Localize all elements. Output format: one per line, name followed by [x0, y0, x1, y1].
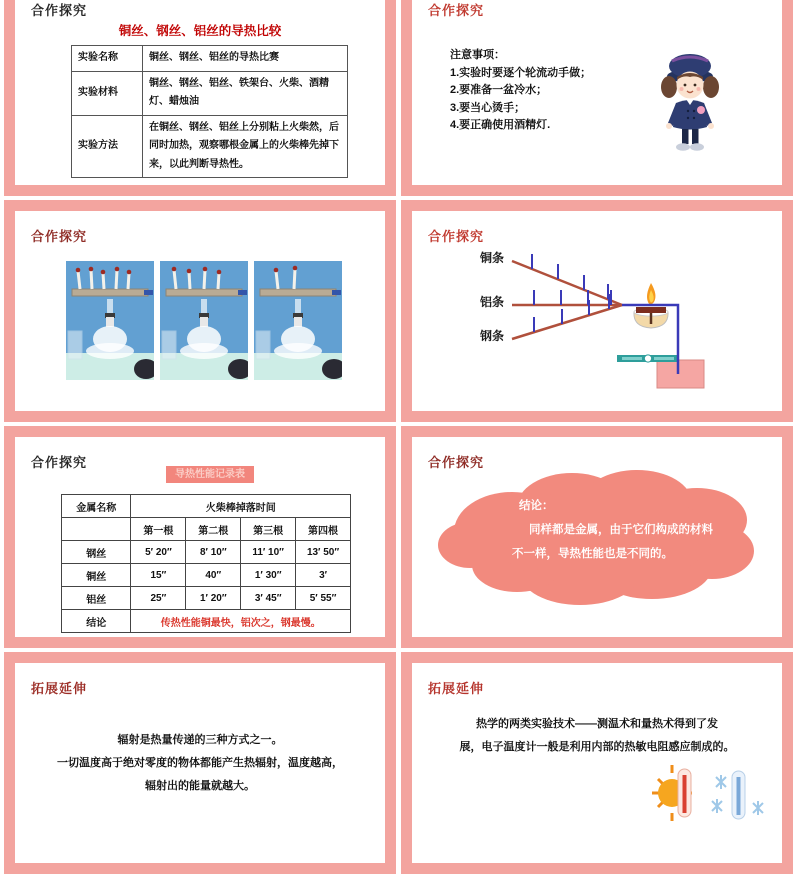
cell: 3′: [296, 564, 351, 587]
body-text: [412, 713, 782, 759]
col-header: 第四根: [296, 518, 351, 541]
text-line: 展，电子温度计一般是利用内部的热敏电阻感应制成的。: [459, 741, 735, 753]
cell: 1′ 30″: [241, 564, 296, 587]
notes-list: [450, 47, 591, 135]
row-label: 铝丝: [62, 587, 131, 610]
conclusion-text: 传热性能铜最快，铝次之，钢最慢。: [131, 610, 351, 633]
experiment-info-table: [71, 45, 348, 178]
table-row: [62, 495, 351, 518]
slide-header: 合作探究: [31, 455, 88, 470]
cold-thermometer-icon: [712, 771, 763, 819]
cell: 13′ 50″: [296, 541, 351, 564]
slide-header: 合作探究: [31, 3, 88, 18]
row-value: 铜丝、钢丝、铝丝的导热比赛: [143, 46, 348, 72]
slide-title: 铜丝、钢丝、铝丝的导热比较: [118, 24, 282, 38]
experiment-photo-strip: [66, 261, 342, 380]
slide-2-card[interactable]: [401, 0, 793, 196]
row-label: 结论: [62, 610, 131, 633]
cell: 5′ 55″: [296, 587, 351, 610]
body-text: [15, 729, 385, 798]
corner-header: 金属名称: [62, 495, 131, 518]
table-row: [62, 518, 351, 541]
slide-8-card[interactable]: [401, 652, 793, 874]
text-line: 热学的两类实验技术——测温术和量热术得到了发: [476, 718, 718, 730]
slide-5-card[interactable]: [4, 426, 396, 648]
cell: 25″: [131, 587, 186, 610]
table-row: [62, 587, 351, 610]
slide-7-card[interactable]: [4, 652, 396, 874]
table-row: [72, 46, 348, 72]
slide-3-card[interactable]: [4, 200, 396, 422]
cloud-line: 同样都是金属，由于它们构成的材料: [529, 524, 713, 536]
experiment-photo-1: [66, 261, 154, 380]
experiment-photo-3: [254, 261, 342, 380]
col-header: 第一根: [131, 518, 186, 541]
slide-header: 合作探究: [428, 455, 485, 470]
slide-header: 拓展延伸: [428, 681, 485, 696]
table-row: [62, 541, 351, 564]
slide-6-card[interactable]: [401, 426, 793, 648]
cloud-line: 不一样，导热性能也是不同的。: [512, 548, 673, 560]
girl-student-illustration: [652, 51, 728, 153]
slide-header: 合作探究: [428, 3, 485, 18]
hot-thermometer-icon: [652, 765, 692, 821]
experiment-photo-2: [160, 261, 248, 380]
slide-preview-grid: [4, 0, 793, 874]
span-header: 火柴棒掉落时间: [131, 495, 351, 518]
slide-4-card[interactable]: [401, 200, 793, 422]
col-header: 第二根: [186, 518, 241, 541]
table-row: [62, 564, 351, 587]
col-header: 第三根: [241, 518, 296, 541]
metal-strips: [512, 261, 622, 339]
row-value: 铜丝、钢丝、铝丝、铁架台、火柴、酒精灯、蜡烛油: [143, 71, 348, 115]
strip-label-copper: 铜条: [480, 251, 505, 265]
cell: 15″: [131, 564, 186, 587]
record-table-badge: 导热性能记录表: [166, 466, 254, 483]
text-line: 辐射是热量传递的三种方式之一。: [117, 734, 283, 746]
strip-label-steel: 钢条: [480, 329, 505, 343]
text-line: 一切温度高于绝对零度的物体都能产生热辐射，温度越高，: [57, 757, 343, 769]
table-row: [62, 610, 351, 633]
cell: 5′ 20″: [131, 541, 186, 564]
list-item: 2.要准备一盆冷水；: [450, 84, 548, 96]
notes-title: 注意事项：: [450, 49, 505, 61]
table-row: [72, 115, 348, 178]
badge-icon: [697, 106, 705, 114]
cell: 11′ 10″: [241, 541, 296, 564]
list-item: 4.要正确使用酒精灯.: [450, 119, 551, 131]
cell: 8′ 10″: [186, 541, 241, 564]
row-label: 实验材料: [72, 71, 143, 115]
row-label: 钢丝: [62, 541, 131, 564]
cell: 40″: [186, 564, 241, 587]
row-label: 铜丝: [62, 564, 131, 587]
slide-1-card[interactable]: [4, 0, 396, 196]
text-line: 辐射出的能量就越大。: [145, 780, 255, 792]
strip-label-aluminum: 铝条: [480, 295, 505, 309]
slide-header: 拓展延伸: [31, 681, 88, 696]
conduction-diagram: [412, 211, 782, 411]
cloud-title: 结论：: [519, 500, 554, 512]
slide-header: 合作探究: [428, 229, 485, 244]
list-item: 1.实验时要逐个轮流动手做；: [450, 66, 592, 79]
row-value: 在铜丝、钢丝、铝丝上分别粘上火柴然，后同时加热，观察哪根金属上的火柴棒先掉下来，以此判断导热性。: [143, 115, 348, 178]
record-table: [61, 494, 351, 633]
table-row: [72, 71, 348, 115]
row-label: 实验名称: [72, 46, 143, 72]
pink-block: [657, 360, 704, 388]
cell: 3′ 45″: [241, 587, 296, 610]
slide-header: 合作探究: [31, 229, 88, 244]
cell: 1′ 20″: [186, 587, 241, 610]
list-item: 3.要当心烫手；: [450, 101, 526, 114]
cloud-shape: [412, 437, 782, 637]
thermometer-icons: [650, 763, 766, 833]
row-label: 实验方法: [72, 115, 143, 178]
